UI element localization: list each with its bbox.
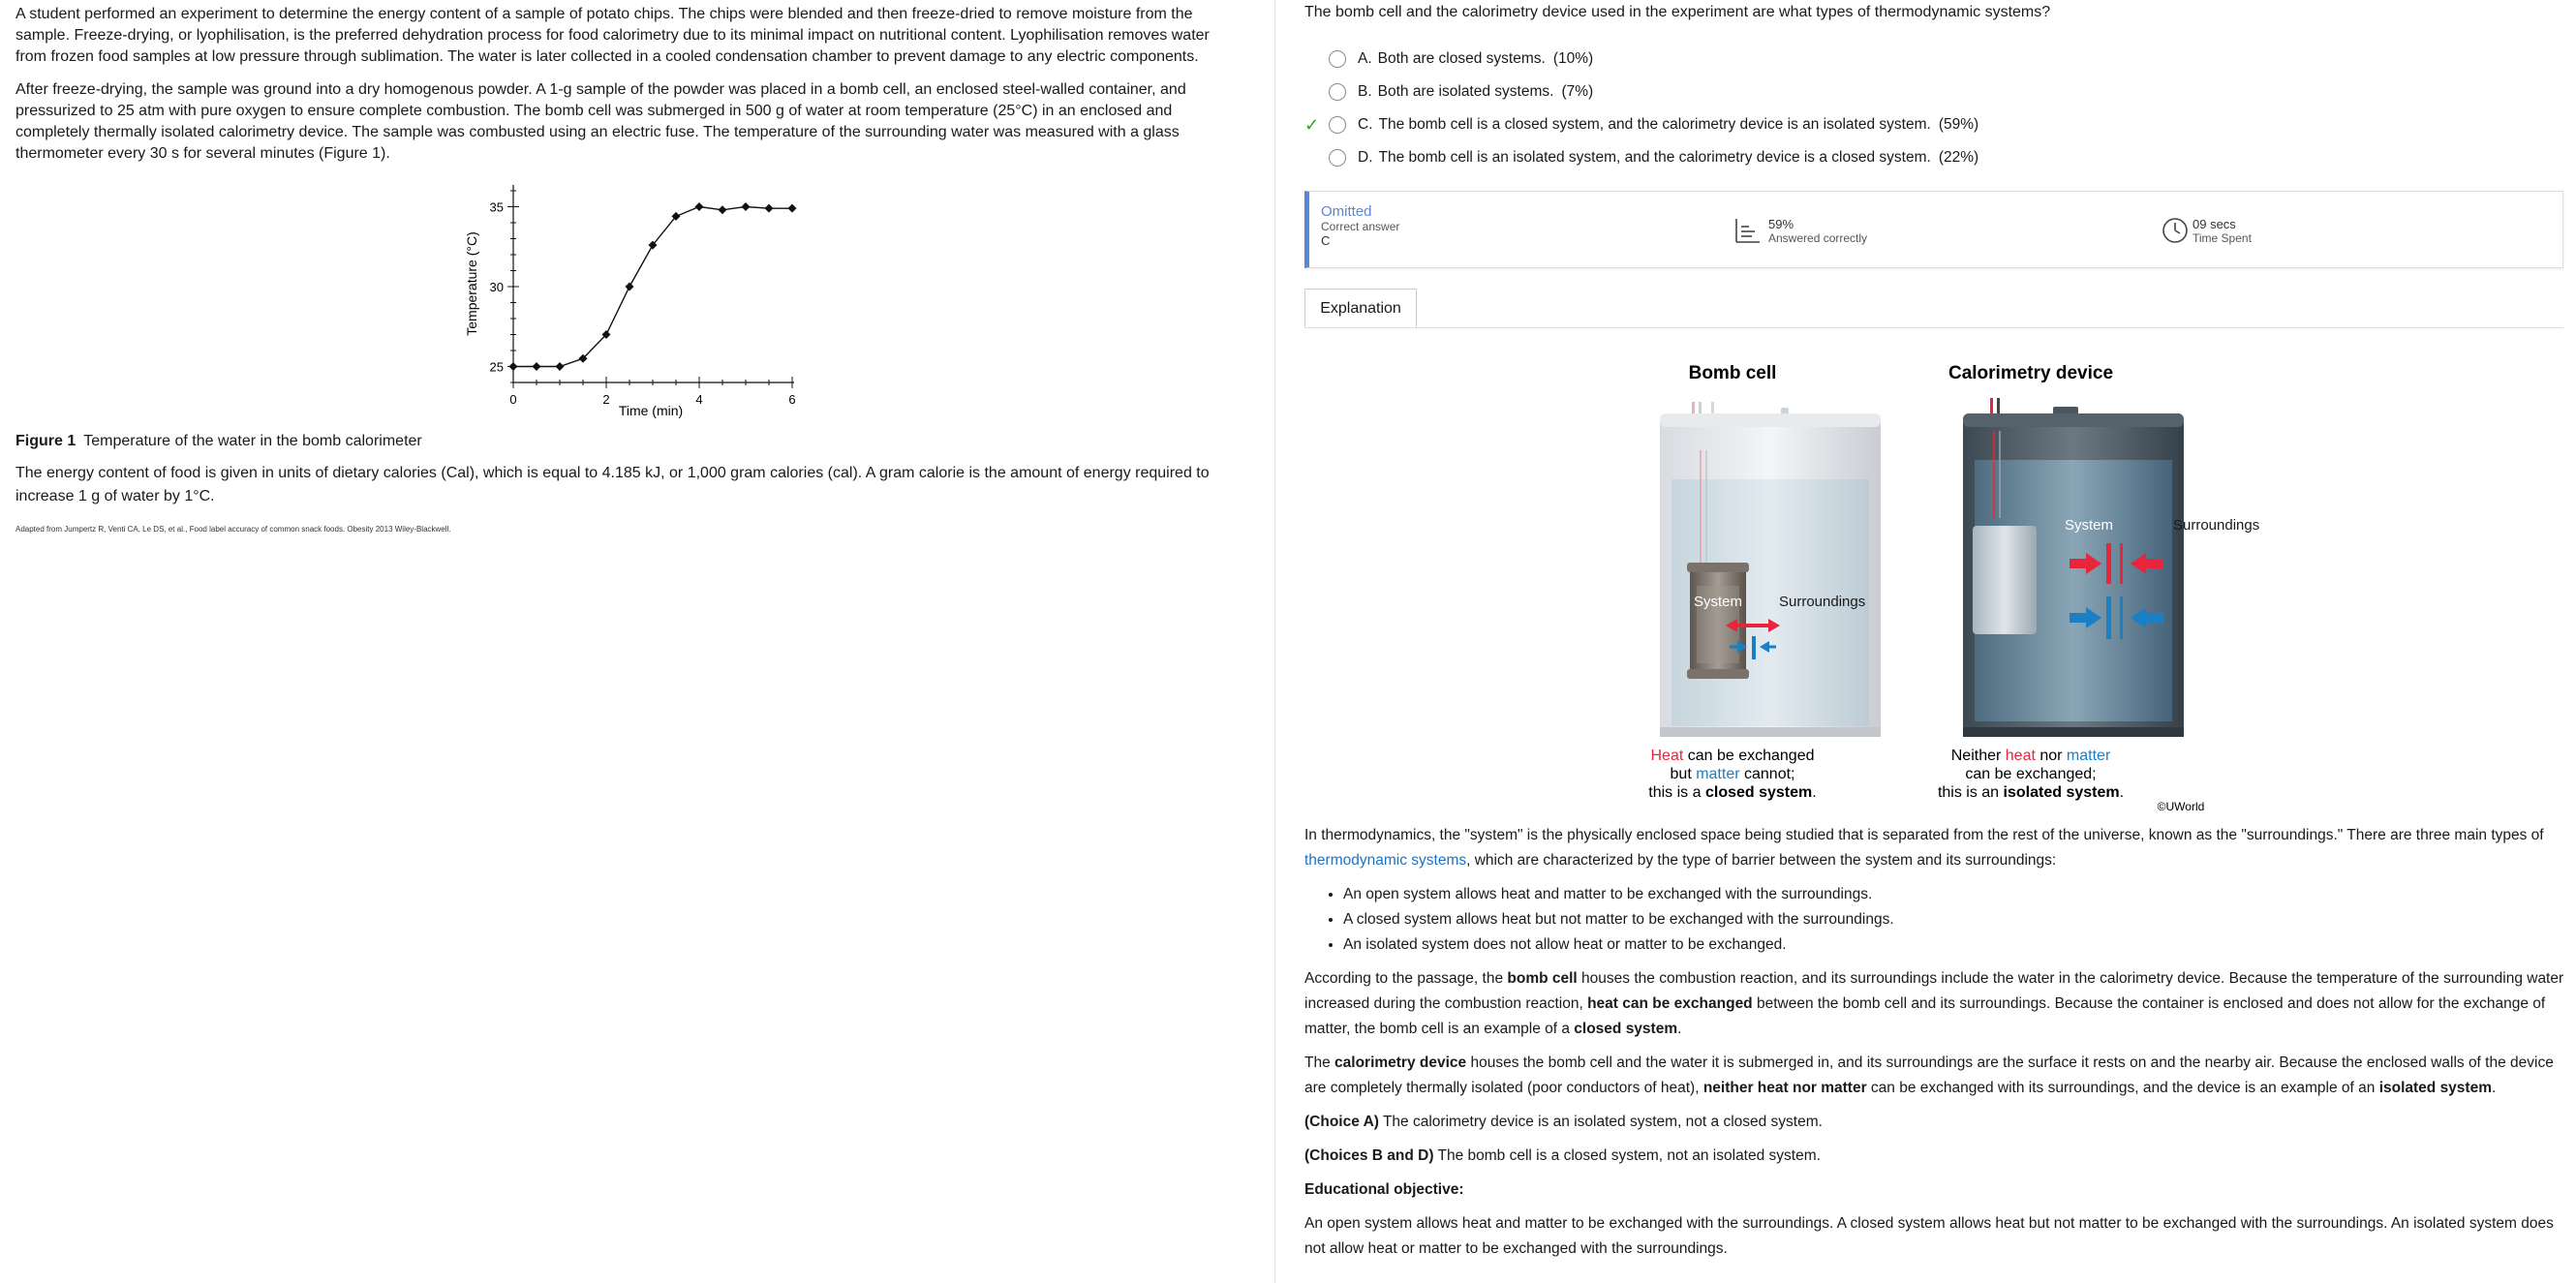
passage-paragraph-3: The energy content of food is given in units of dietary calories (Cal), which is equal to 4.185 kJ, or 1,000 gram calories (cal). A gram calorie is the amount of energy required to increase 1 g of water by 1°C. <box>15 465 1210 504</box>
explanation-body <box>1304 823 2565 1270</box>
data-point <box>533 362 541 371</box>
choice-a-explanation: (Choice A) The calorimetry device is an isolated system, not a closed system. <box>1304 1114 1823 1130</box>
time-stat <box>2162 217 2252 247</box>
list-item: • A closed system allows heat but not matter to be exchanged with the surroundings. <box>1343 907 2565 932</box>
calorimetry-device-drawing <box>1963 398 2259 737</box>
correct-answer-value: C <box>1321 233 1331 248</box>
choice-percent: (7%) <box>1561 83 1594 100</box>
temperature-line-chart <box>455 179 813 421</box>
x-tick-label: 6 <box>788 392 796 407</box>
passage-pane <box>0 0 1275 1283</box>
source-citation: Adapted from Jumpertz R, Venti CA, Le DS, et al., Food label accuracy of common snack foods. Obesity 2013 Wiley-Blackwell. <box>15 525 451 534</box>
choice-letter: A. <box>1358 50 1372 67</box>
tab-explanation[interactable]: Explanation <box>1304 289 1417 327</box>
data-point <box>556 362 565 371</box>
y-tick-label: 35 <box>489 199 504 215</box>
answer-choice-a[interactable] <box>1304 43 1978 76</box>
correct-answer-label: Correct answer <box>1321 220 1400 233</box>
data-point <box>742 202 751 211</box>
bomb-cell-drawing <box>1660 402 1881 737</box>
percent-stat <box>1733 217 1867 247</box>
figure-caption-text: Temperature of the water in the bomb calorimeter <box>83 433 422 449</box>
passage-text <box>15 4 1226 176</box>
data-point <box>765 204 774 213</box>
clock-icon <box>2162 217 2189 247</box>
answer-choice-b[interactable] <box>1304 76 1978 108</box>
list-item: • An open system allows heat and matter to be exchanged with the surroundings. <box>1343 882 2565 907</box>
figure-caption <box>15 433 422 450</box>
choice-letter: B. <box>1358 83 1372 100</box>
choice-percent: (59%) <box>1938 116 1979 133</box>
system-types-list <box>1304 882 2565 958</box>
data-point <box>626 283 634 291</box>
temperature-series-line <box>513 207 792 367</box>
bomb-caption-line-1: Heat can be exchanged <box>1650 748 1815 764</box>
answer-choice-c[interactable] <box>1304 108 1978 141</box>
answer-choice-d[interactable] <box>1304 141 1978 174</box>
data-point <box>509 362 518 371</box>
bar-chart-icon <box>1733 217 1761 247</box>
omitted-stat <box>1321 203 1399 248</box>
list-item: • An isolated system does not allow heat or matter to be exchanged. <box>1343 932 2565 958</box>
explanation-paragraph-3: The calorimetry device houses the bomb cell and the water it is submerged in, and its surroundings are the surface it rests on and the nearby air. Because the enclosed walls of the device are completely thermally isolated (poor conductors of heat), neither heat nor matter can be exchanged with its surroundings, and the device is an example of an isolated system. <box>1304 1054 2554 1096</box>
y-axis-label: Temperature (°C) <box>464 231 479 336</box>
radio-button[interactable] <box>1329 83 1346 101</box>
time-spent-label: Time Spent <box>2193 231 2252 245</box>
answer-choices <box>1304 43 1978 174</box>
choice-letter: D. <box>1358 149 1373 166</box>
calor-caption-line-3: this is an isolated system. <box>1937 784 2125 801</box>
bomb-caption-line-2: but matter cannot; <box>1670 766 1795 782</box>
explanation-paragraph-1: In thermodynamics, the "system" is the physically enclosed space being studied that is separated from the rest of the universe, known as the "surroundings." There are three main types of thermodynamic systems, which are characterized by the type of barrier between the system and its surroundings: <box>1304 827 2544 869</box>
correct-check-icon: ✓ <box>1304 115 1320 135</box>
choice-text: Both are isolated systems. <box>1377 83 1554 100</box>
calorimetry-device-title: Calorimetry device <box>1947 363 2114 383</box>
data-point <box>719 205 727 214</box>
radio-button[interactable] <box>1329 50 1346 68</box>
radio-button[interactable] <box>1329 116 1346 134</box>
calor-caption-line-1: Neither heat nor matter <box>1950 748 2111 764</box>
bomb-surroundings-label: Surroundings <box>1779 594 1866 610</box>
choice-text: Both are closed systems. <box>1377 50 1546 67</box>
choice-text: The bomb cell is a closed system, and the calorimetry device is an isolated system. <box>1378 116 1931 133</box>
bomb-caption-line-3: this is a closed system. <box>1648 784 1817 801</box>
passage-paragraph-2: After freeze-drying, the sample was ground into a dry homogenous powder. A 1-g sample of the powder was placed in a bomb cell, an enclosed steel-walled container, and pressurized to 25 atm with pure oxygen to ensure complete combustion. The bomb cell was submerged in 500 g of water at room temperature (25°C) in an enclosed and completely thermally isolated calorimetry device. The sample was combusted using an electric fuse. The temperature of the surrounding water was measured with a glass thermometer every 30 s for several minutes (Figure 1). <box>15 81 1186 162</box>
figure-1-chart <box>455 179 813 421</box>
explanation-paragraph-2: According to the passage, the bomb cell houses the combustion reaction, and its surroundings include the water in the calorimetry device. Because the temperature of the surrounding water increased during the combustion reaction, heat can be exchanged between the bomb cell and its surroundings. Because the container is enclosed and does not allow for the exchange of matter, the bomb cell is an example of a closed system. <box>1304 970 2564 1037</box>
x-tick-label: 0 <box>509 392 517 407</box>
calor-system-label: System <box>2064 517 2114 534</box>
status-text: Omitted <box>1321 203 1372 220</box>
choice-percent: (10%) <box>1552 50 1594 67</box>
choice-text: The bomb cell is an isolated system, and the calorimetry device is a closed system. <box>1378 149 1931 166</box>
choices-bd-explanation: (Choices B and D) The bomb cell is a closed system, not an isolated system. <box>1304 1147 1821 1164</box>
radio-button[interactable] <box>1329 149 1346 167</box>
choice-letter: C. <box>1358 116 1373 133</box>
thermodynamic-systems-link[interactable]: thermodynamic systems <box>1304 852 1467 869</box>
thermodynamic-systems-illustration <box>1619 353 2260 818</box>
percent-correct-value: 59% <box>1768 217 1794 231</box>
y-tick-label: 25 <box>489 359 504 375</box>
calor-caption-line-2: can be exchanged; <box>1965 766 2097 782</box>
calor-surroundings-label: Surroundings <box>2173 517 2260 534</box>
y-tick-label: 30 <box>489 280 504 294</box>
objective-title: Educational objective: <box>1304 1181 1464 1198</box>
answer-stats-bar <box>1304 191 2563 268</box>
question-stem: The bomb cell and the calorimetry device used in the experiment are what types of thermodynamic systems? <box>1304 4 2051 20</box>
percent-correct-label: Answered correctly <box>1768 231 1868 245</box>
tab-divider <box>1304 327 2563 328</box>
answer-pane <box>1275 0 2576 1283</box>
objective-text: An open system allows heat and matter to be exchanged with the surroundings. A closed system allows heat but not matter to be exchanged with the surroundings. An isolated system does not allow heat or matter to be exchanged with the surroundings. <box>1304 1215 2554 1257</box>
figure-label: Figure 1 <box>15 433 77 449</box>
passage-paragraph-1: A student performed an experiment to determine the energy content of a sample of potato chips. The chips were blended and then freeze-dried to remove moisture from the sample. Freeze-drying, or lyophilisation, is the preferred dehydration process for food calorimetry due to its minimal impact on nutritional content. Lyophilisation removes water from frozen food samples at low pressure through sublimation. The water is later collected in a cooled condensation chamber to prevent damage to any electric components. <box>15 6 1210 65</box>
x-tick-label: 4 <box>695 392 703 407</box>
x-tick-label: 2 <box>602 392 610 407</box>
data-point <box>695 202 704 211</box>
choice-percent: (22%) <box>1938 149 1979 166</box>
bomb-cell-title: Bomb cell <box>1688 363 1777 383</box>
data-point <box>788 204 797 213</box>
copyright-text: ©UWorld <box>2157 800 2205 813</box>
time-spent-value: 09 secs <box>2193 217 2236 231</box>
bomb-system-label: System <box>1693 594 1743 610</box>
x-axis-label: Time (min) <box>618 403 684 418</box>
